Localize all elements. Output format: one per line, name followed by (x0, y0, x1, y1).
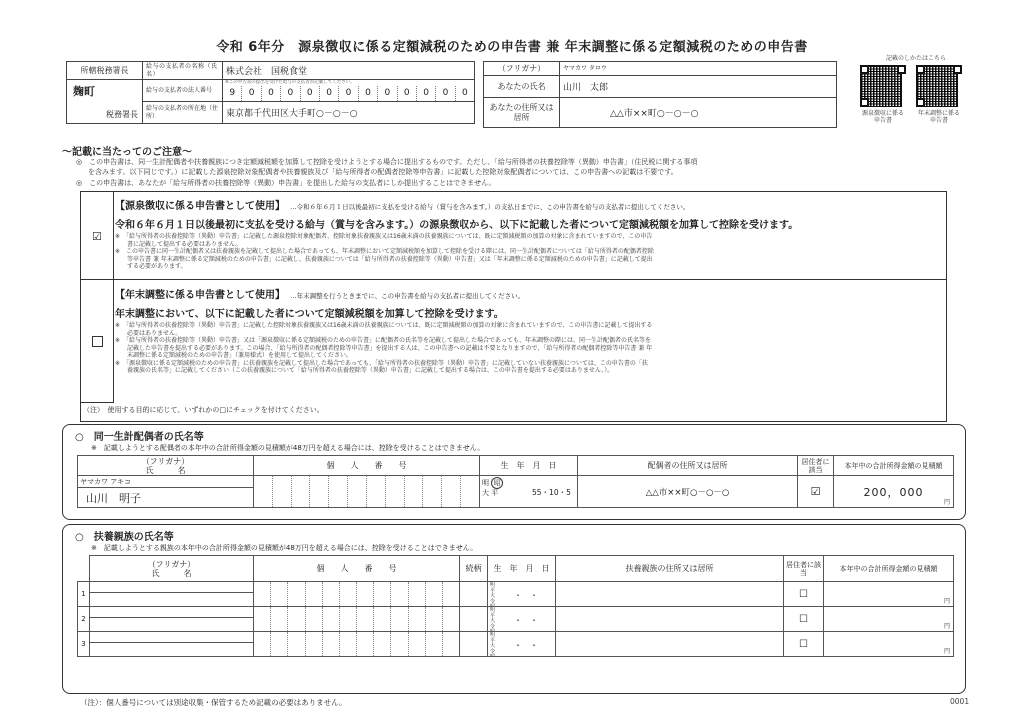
spouse-col-name: （フリガナ） 氏 名 (78, 456, 254, 476)
notes-heading: ～記載に当たってのご注意～ (62, 147, 192, 158)
dependent-number-digit[interactable] (390, 607, 407, 631)
dependents-table (77, 555, 954, 657)
spouse-title: ○ 同一生計配偶者の氏名等 (75, 432, 204, 443)
withholding-sub-2a: ※ この申告書に同一生計配偶者又は扶養親族を記載して提出した場合であっても、年末調整において定額減税額を加算して控除を受ける際には、同一生計配偶者については「給与所得者の配偶者控除 (115, 248, 654, 255)
payer-number-digit: 0 (397, 86, 416, 101)
dependent-era: 明 平 大 令 (490, 582, 496, 605)
spouse-number-digit[interactable] (366, 476, 385, 507)
spouse-number[interactable] (254, 476, 480, 508)
dependent-relation[interactable] (460, 582, 488, 607)
dependent-number-digit[interactable] (373, 632, 390, 656)
payer-number-digit: 0 (261, 86, 280, 101)
dependent-number-digit[interactable] (390, 632, 407, 656)
withholding-sub-2c: する必要があります。 (127, 263, 187, 270)
qr-heading: 記載のしかたはこちら (885, 55, 946, 62)
yearend-main-text: 年末調整において、以下に記載した者について定額減税額を加算して控除を受けます。 (115, 309, 504, 320)
dependent-number-digit[interactable] (425, 607, 442, 631)
dependent-number-digit[interactable] (322, 632, 339, 656)
yearend-checkbox[interactable] (92, 336, 103, 347)
dependent-number[interactable] (254, 632, 460, 657)
spouse-number-digit[interactable] (441, 476, 460, 507)
payer-number-digit: 0 (338, 86, 357, 101)
dependents-col-number: 個 人 番 号 (254, 556, 460, 582)
dependent-number-digit[interactable] (356, 607, 373, 631)
withholding-section (115, 194, 942, 271)
spouse-col-income: 本年中の合計所得金額の見積額 (834, 456, 954, 476)
dependent-row-number: 2 (78, 607, 90, 632)
dependent-resident-checkbox[interactable]: ☐ (784, 632, 824, 657)
dependent-furigana[interactable] (90, 632, 254, 643)
era-showa-selected: 昭 (491, 477, 503, 489)
dependent-number-digit[interactable] (305, 607, 322, 631)
payer-number-digit: 9 (229, 88, 236, 98)
yearend-sub-3b: 養親族の氏名等」に記載してください（この扶養親族について「給与所得者の扶養控除等（異動）申告書」に記載して提出する場合は、この申告書を提出する必要はありません。）。 (127, 367, 614, 374)
dependent-birth[interactable] (488, 582, 556, 607)
spouse-number-digit[interactable] (254, 476, 272, 507)
withholding-check-cell[interactable] (81, 192, 114, 280)
withholding-main-text: 令和６年６月１日以後最初に支払を受ける給与（賞与を含みます。）の源泉徴収から、以下に記載した者について定額減税額を加算して控除を受けます。 (115, 220, 799, 231)
spouse-section (62, 424, 966, 520)
dependent-number-digit[interactable] (270, 607, 287, 631)
dependent-number-digit[interactable] (442, 582, 459, 606)
dependent-era: 明 平 大 令 (490, 607, 496, 630)
payer-number-digit: 0 (435, 86, 454, 101)
yearend-title: 【年末調整に係る申告書として使用】 (115, 290, 285, 301)
withholding-checkbox[interactable]: ☑ (92, 230, 102, 243)
dependent-birth-dots: ・ ・ (514, 616, 538, 625)
dependent-number-digit[interactable] (287, 582, 304, 606)
tax-office-name: 麹町 (73, 85, 95, 98)
yearend-section (115, 283, 942, 375)
dependent-number-digit[interactable] (339, 582, 356, 606)
dependent-address[interactable] (556, 607, 784, 632)
payer-address-label: 給与の支払者の所在地（住所） (143, 102, 223, 124)
dependent-furigana[interactable] (90, 607, 254, 618)
spouse-number-digit[interactable] (272, 476, 291, 507)
spouse-note: ※ 記載しようとする配偶者の本年中の合計所得金額の見積額が48万円を超える場合には、控除を受けることはできません。 (91, 444, 485, 452)
withholding-sub-1b: 書に記載して提出する必要はありません。 (127, 240, 242, 248)
withholding-title-note: …令和６年６月１日以後最初に支払を受ける給与（賞与を含みます。）の支払日までに、この申告書を給与の支払者に提出してください。 (290, 203, 690, 211)
dependent-birth[interactable] (488, 607, 556, 632)
dependent-number-digit[interactable] (270, 582, 287, 606)
dependent-number-digit[interactable] (287, 607, 304, 631)
dependent-era: 明 平 大 令 (490, 632, 496, 655)
dependent-income[interactable]: 円 (824, 632, 954, 657)
note-line-3: ◎ この申告書は、あなたが「給与所得者の扶養控除等（異動）申告書」を提出した給与の支払者にしか提出することはできません。 (76, 179, 496, 187)
spouse-income[interactable]: 200，000 円 (834, 476, 954, 508)
dependents-title: ○ 扶養親族の氏名等 (75, 532, 174, 543)
dependent-number-digit[interactable] (442, 632, 459, 656)
payer-number-note: ※この申告書の提出を受けた給与の支払者が記載してください。 (225, 80, 355, 85)
dependent-name[interactable] (90, 618, 254, 632)
yearend-sub-1a: ※ 「給与所得者の扶養控除等（異動）申告書」に記載した控除対象扶養親族又は16歳未満の扶養親族については、既に定額減税額の加算の対象に含まれていますので、この申告書に記載して提出する (115, 322, 653, 329)
qr-left-caption: 源泉徴収に係る申告書 (861, 110, 904, 124)
payer-number-digits (223, 86, 474, 101)
dependent-number[interactable] (254, 582, 460, 607)
spouse-col-address: 配偶者の住所又は居所 (578, 456, 798, 476)
spouse-number-digit[interactable] (309, 476, 328, 507)
dependent-number-digit[interactable] (339, 607, 356, 631)
note-line-1: ◎ この申告書は、同一生計配偶者や扶養親族につき定額減税額を加算して控除を受けようとする場合に提出するものです。ただし、「給与所得者の扶養控除等（異動）申告書」（住民税に関する事項 (76, 158, 698, 166)
yearend-sub-2b: 記載した申告書を提出する必要があります。この場合、「給与所得者の配偶者控除等申告書」を提出する人は、この申告書への記載は不要となりますので、「給与所得者の配偶者控除等申告書 兼 年 (127, 344, 653, 352)
dependent-number-digit[interactable] (373, 582, 390, 606)
qr-code-left[interactable] (860, 65, 906, 124)
dependent-number-digit[interactable] (287, 632, 304, 656)
dependent-relation[interactable] (460, 632, 488, 657)
payer-number-digit: 0 (416, 86, 435, 101)
dependent-number-digit[interactable] (425, 632, 442, 656)
usage-choice-block (80, 191, 947, 422)
dependent-number-digit[interactable] (254, 607, 270, 631)
dependent-resident-checkbox[interactable]: ☐ (784, 582, 824, 607)
withholding-sub-2b: 等申告書 兼 年末調整に係る定額減税のための申告書」に記載し、扶養親族については「給与所得者の扶養控除等（異動）申告書」又は「年末調整に係る定額減税のための申告書」に記載して提出 (127, 255, 653, 263)
dependents-col-address: 扶養親族の住所又は居所 (556, 556, 784, 582)
dependent-number[interactable] (254, 607, 460, 632)
dependent-name[interactable] (90, 593, 254, 607)
payer-name-label: 給与の支払者の名称（氏名） (143, 62, 223, 80)
dependent-number-digit[interactable] (408, 632, 425, 656)
dependent-number-digit[interactable] (322, 582, 339, 606)
dependent-number-digit[interactable] (254, 582, 270, 606)
spouse-name[interactable]: 山川 明子 (78, 488, 254, 508)
footer-note: （注）：個人番号については別途収集・保管するため記載の必要はありません。 (80, 698, 347, 707)
spouse-number-digit[interactable] (404, 476, 423, 507)
dependents-col-birth: 生 年 月 日 (488, 556, 556, 582)
dependent-income[interactable]: 円 (824, 582, 954, 607)
payer-number-label: 給与の支払者の法人番号 (143, 80, 223, 102)
tax-office-suffix: 税務署長 (106, 110, 138, 119)
payer-number-cell[interactable] (223, 80, 475, 102)
spouse-furigana[interactable]: ヤマカワ アキコ (78, 476, 254, 488)
spouse-col-birth: 生 年 月 日 (480, 456, 578, 476)
dependents-note: ※ 記載しようとする親族の本年中の合計所得金額の見積額が48万円を超える場合には、控除を受けることはできません。 (91, 544, 478, 552)
yearend-sub-1b: 必要はありません。 (127, 329, 182, 337)
payer-number-digit: 0 (358, 86, 377, 101)
dependent-number-digit[interactable] (390, 582, 407, 606)
dependent-relation[interactable] (460, 607, 488, 632)
spouse-birth[interactable] (480, 476, 578, 508)
employee-address-label: あなたの住所又は居所 (484, 98, 560, 128)
payer-number-digit: 0 (377, 86, 396, 101)
yearend-title-note: …年末調整を行うときまでに、この申告書を給与の支払者に提出してください。 (290, 292, 525, 300)
dependent-name[interactable] (90, 643, 254, 657)
dependent-number-digit[interactable] (305, 582, 322, 606)
dependent-number-digit[interactable] (442, 607, 459, 631)
employee-name-value[interactable]: 山川 太郎 (560, 76, 837, 98)
dependent-number-digit[interactable] (339, 632, 356, 656)
furigana-value[interactable]: ヤマカワ タロウ (560, 62, 837, 76)
yearend-sub-2a: ※ 「給与所得者の扶養控除等（異動）申告書」又は「源泉徴収に係る定額減税のための申告書」に配偶者の氏名等を記載して提出した場合であっても、年末調整の際には、同一生計配偶者の氏名等を (115, 337, 651, 344)
payer-number-digit: 0 (300, 86, 319, 101)
choice-note: （注） 使用する目的に応じて、いずれかの□にチェックを付けてください。 (83, 406, 324, 414)
dependent-number-digit[interactable] (322, 607, 339, 631)
payer-number-digit: 0 (241, 86, 260, 101)
employee-name-label: あなたの氏名 (484, 76, 560, 98)
dependent-furigana[interactable] (90, 582, 254, 593)
document-title: 令和 6年分 源泉徴収に係る定額減税のための申告書 兼 年末調整に係る定額減税のための申告書 (216, 40, 808, 55)
era-meiji: 明 (482, 479, 489, 487)
dependent-birth-dots: ・ ・ (514, 641, 538, 650)
spouse-col-number: 個 人 番 号 (254, 456, 480, 476)
employee-header-table (483, 61, 837, 128)
withholding-sub-1a: ※ 「給与所得者の扶養控除等（異動）申告書」に記載した源泉控除対象配偶者、控除対象扶養親族又は16歳未満の扶養親族については、既に定額減税額の加算の対象に含まれていますので、この申告 (115, 233, 653, 240)
employee-address-value[interactable]: △△市××町○－○－○ (560, 98, 837, 128)
spouse-number-digit[interactable] (328, 476, 347, 507)
payer-number-digit: 0 (455, 86, 474, 101)
dependent-address[interactable] (556, 582, 784, 607)
dependent-number-digit[interactable] (373, 607, 390, 631)
qr-code-right[interactable] (916, 65, 962, 124)
tax-office-cell[interactable] (67, 80, 143, 124)
dependent-number-digit[interactable] (356, 632, 373, 656)
spouse-number-digit[interactable] (291, 476, 310, 507)
dependent-row-number: 3 (78, 632, 90, 657)
spouse-number-digit[interactable] (347, 476, 366, 507)
dependent-number-digit[interactable] (425, 582, 442, 606)
dependent-row (78, 582, 954, 593)
dependent-birth-dots: ・ ・ (514, 591, 538, 600)
tax-office-label: 所轄税務署長 (67, 62, 143, 80)
payer-number-digit: 0 (280, 86, 299, 101)
dependents-col-resident: 居住者に該当 (784, 556, 824, 582)
spouse-col-resident: 居住者に該当 (798, 456, 834, 476)
dependent-row-number: 1 (78, 582, 90, 607)
dependent-number-digit[interactable] (356, 582, 373, 606)
spouse-number-digit[interactable] (422, 476, 441, 507)
dependents-col-name: （フリガナ） 氏 名 (90, 556, 254, 582)
dependent-number-digit[interactable] (270, 632, 287, 656)
dependents-section (62, 524, 966, 694)
dependent-number-digit[interactable] (305, 632, 322, 656)
dependent-resident-checkbox[interactable]: ☐ (784, 607, 824, 632)
payer-address-value[interactable]: 東京都千代田区大手町○－○－○ (223, 102, 475, 124)
dependent-address[interactable] (556, 632, 784, 657)
spouse-table (77, 455, 954, 508)
dependents-col-income: 本年中の合計所得金額の見積額 (824, 556, 954, 582)
era-other: 大 平 (482, 489, 499, 497)
form-number: 0001 (950, 697, 970, 706)
dependent-income[interactable]: 円 (824, 607, 954, 632)
spouse-resident-checkbox[interactable]: ☑ (798, 476, 834, 508)
dependent-number-digit[interactable] (408, 607, 425, 631)
payer-header-table (66, 61, 475, 124)
yearend-sub-2c: 末調整に係る定額減税のための申告書」（兼用様式）を使用して提出してください。 (127, 352, 353, 359)
spouse-number-digit[interactable] (460, 476, 479, 507)
dependents-col-relation: 続柄 (460, 556, 488, 582)
note-line-2: を含みます。以下同じです。）に記載した源泉控除対象配偶者や扶養親族及び「給与所得者の配偶者控除等申告書」に記載した控除対象配偶者については、この申告書への記載は不要です。 (88, 168, 678, 176)
dependent-number-digit[interactable] (254, 632, 270, 656)
withholding-title: 【源泉徴収に係る申告書として使用】 (115, 201, 285, 212)
spouse-birth-value: 55・10・5 (532, 488, 571, 497)
dependent-birth[interactable] (488, 632, 556, 657)
qr-right-caption: 年末調整に係る申告書 (917, 110, 960, 124)
yearend-sub-3a: ※ 「源泉徴収に係る定額減税のための申告書」に扶養親族を記載して提出した場合であっても、「給与所得者の扶養控除等（異動）申告書」に記載していない扶養親族については、この申告書の「扶 (115, 359, 648, 367)
dependent-row (78, 607, 954, 618)
furigana-label: （フリガナ） (484, 62, 560, 76)
yearend-check-cell[interactable] (81, 280, 114, 403)
dependent-number-digit[interactable] (408, 582, 425, 606)
spouse-number-digit[interactable] (385, 476, 404, 507)
payer-number-digit: 0 (319, 86, 338, 101)
payer-name-value[interactable]: 株式会社 国税食堂 (223, 62, 475, 80)
dependent-row (78, 632, 954, 643)
spouse-address[interactable]: △△市××町○－○－○ (578, 476, 798, 508)
